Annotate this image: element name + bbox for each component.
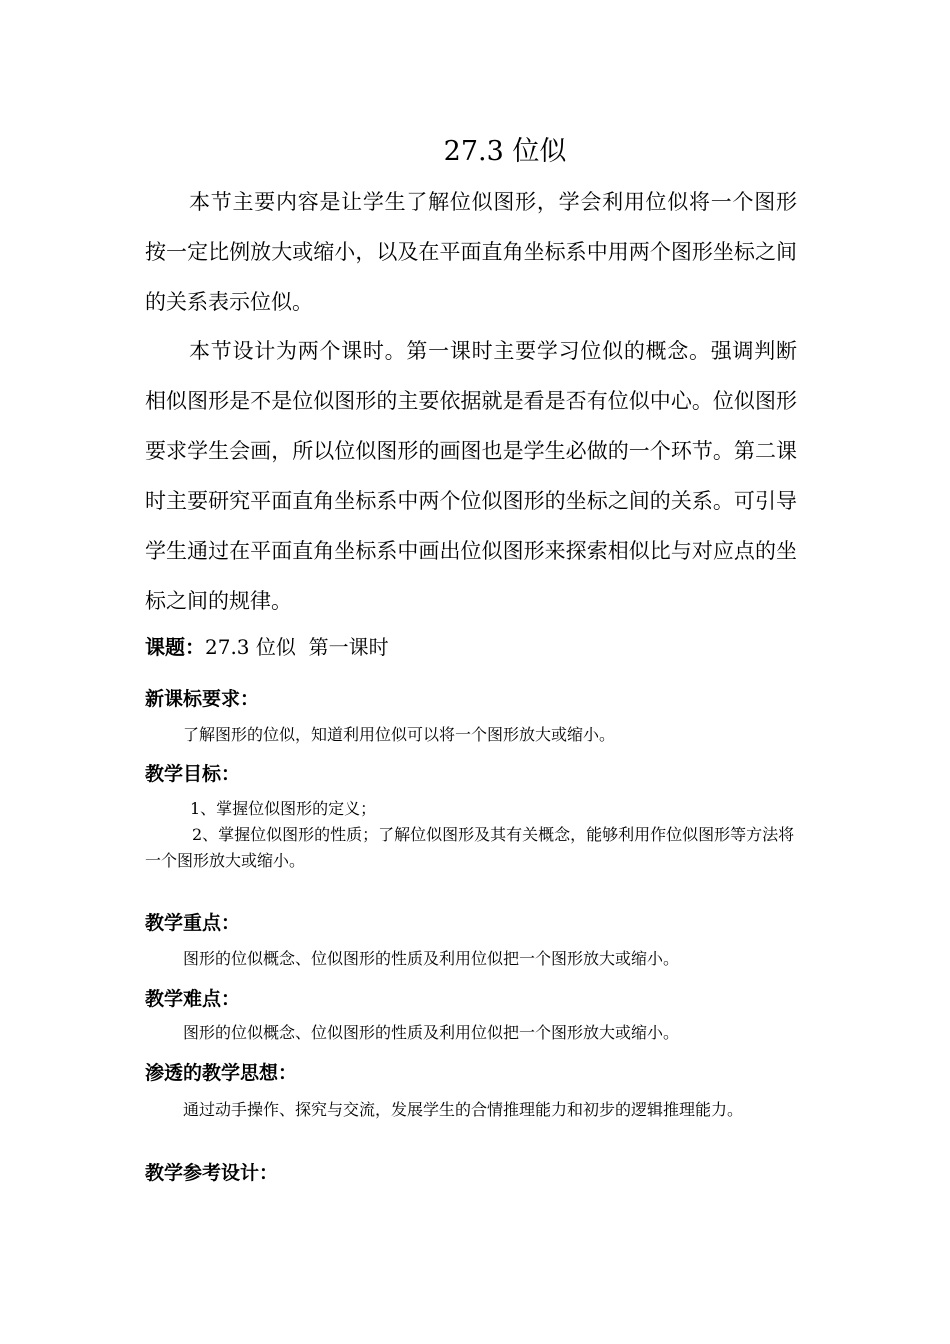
- difficulties-heading: 教学难点：: [145, 988, 241, 1010]
- intro-paragraph-1: 本节主要内容是让学生了解位似图形，学会利用位似将一个图形按一定比例放大或缩小，以及在平面直角坐标系中用两个图形坐标之间的关系表示位似。: [145, 190, 797, 314]
- curriculum-heading: 新课标要求：: [145, 688, 260, 710]
- curriculum-text: 了解图形的位似，知道利用位似可以将一个图形放大或缩小。: [183, 725, 616, 744]
- lesson-line: [145, 630, 389, 664]
- lesson-label: 课题：: [145, 635, 205, 659]
- key-points-text: 图形的位似概念、位似图形的性质及利用位似把一个图形放大或缩小。: [183, 949, 680, 968]
- objective-item-1: 1、掌握位似图形的定义；: [190, 799, 377, 818]
- ideas-text: 通过动手操作、探究与交流，发展学生的合情推理能力和初步的逻辑推理能力。: [183, 1100, 744, 1119]
- lesson-value: 27.3 位似 第一课时: [205, 635, 389, 659]
- objectives-heading: 教学目标：: [145, 763, 241, 785]
- design-heading: 教学参考设计：: [145, 1162, 279, 1184]
- objective-item-2: 2、掌握位似图形的性质；了解位似图形及其有关概念，能够利用作位似图形等方法将一个图形放大或缩小。: [145, 825, 795, 870]
- page-title: 27.3 位似: [443, 136, 567, 167]
- key-points-heading: 教学重点：: [145, 912, 241, 934]
- ideas-heading: 渗透的教学思想：: [145, 1062, 298, 1084]
- difficulties-text: 图形的位似概念、位似图形的性质及利用位似把一个图形放大或缩小。: [183, 1023, 680, 1042]
- intro-paragraph-2: 本节设计为两个课时。第一课时主要学习位似的概念。强调判断相似图形是不是位似图形的主要依据就是看是否有位似中心。位似图形要求学生会画，所以位似图形的画图也是学生必做的一个环节。第二课时主要研究平面直角坐标系中两个位似图形的坐标之间的关系。可引导学生通过在平面直角坐标系中画出位似图形来探索相似比与对应点的坐标之间的规律。: [145, 339, 797, 613]
